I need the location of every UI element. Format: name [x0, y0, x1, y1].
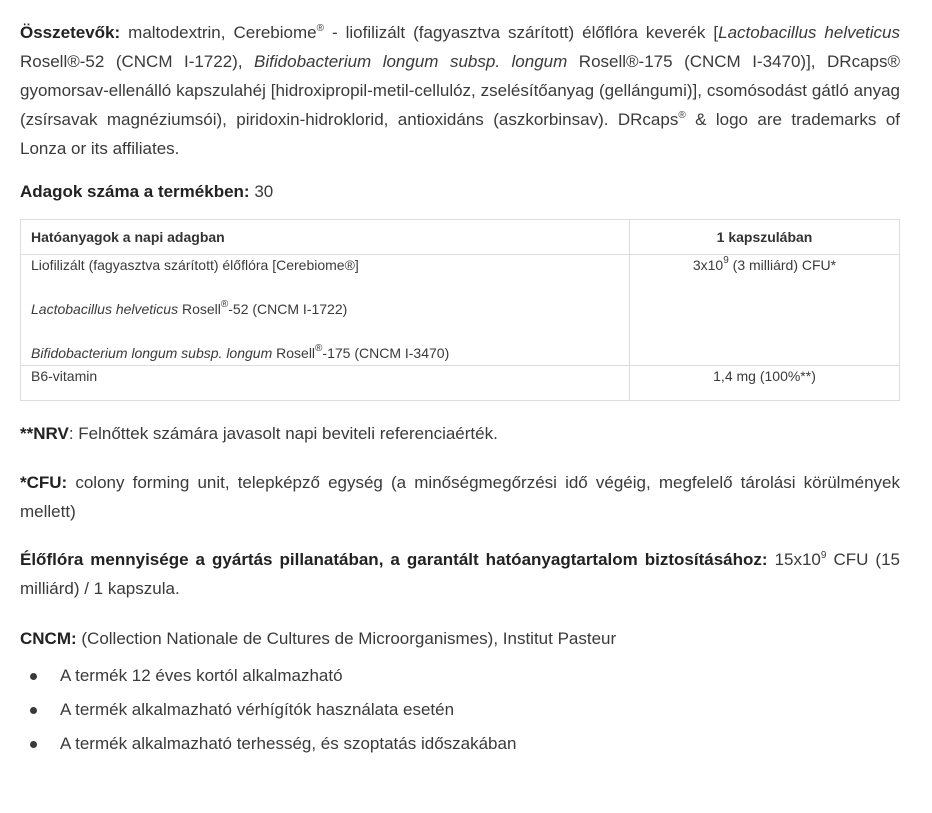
- strain-line: [31, 343, 619, 365]
- servings-label: Adagok száma a termékben:: [20, 182, 250, 201]
- species-name: Lactobacillus helveticus: [718, 23, 901, 42]
- table-cell-amount: 1,4 mg (100%**): [630, 366, 900, 401]
- ingredients-label: Összetevők:: [20, 23, 121, 42]
- nrv-note: [20, 419, 900, 448]
- list-item: [20, 693, 900, 727]
- ingredients-paragraph: [20, 18, 900, 163]
- cncm-label: CNCM:: [20, 629, 77, 648]
- strain-line: [31, 299, 619, 321]
- flora-text: CFU (15 milliárd) / 1 kapszula.: [20, 550, 900, 598]
- bullet-icon: [30, 673, 37, 680]
- registered-mark: ®: [220, 299, 229, 310]
- species-name: Lactobacillus helveticus: [31, 301, 179, 317]
- list-item: [20, 659, 900, 693]
- table-row: [21, 366, 900, 401]
- cfu-text: colony forming unit, telepképző egység (a minőségmegőrzési idő végéig, megfelelő tárolási körülmények mellett): [20, 473, 900, 521]
- flora-line: Liofilizált (fagyasztva szárított) élőflóra [Cerebiome®]: [31, 257, 359, 273]
- ingredients-text: & logo are trademarks of Lonza or its affiliates.: [20, 110, 900, 158]
- table-row: [21, 255, 900, 366]
- list-item: [20, 727, 900, 761]
- cfu-note: [20, 468, 900, 526]
- flora-text: 15x10: [767, 550, 821, 569]
- cncm-text: (Collection Nationale de Cultures de Microorganismes), Institut Pasteur: [76, 629, 617, 648]
- exponent: 9: [820, 550, 827, 561]
- table-header-per-capsule: 1 kapszulában: [630, 220, 900, 255]
- servings-value: 30: [249, 182, 274, 201]
- ingredients-text: Rosell®-52 (CNCM I-1722),: [20, 52, 255, 71]
- species-name: Bifidobacterium longum subsp. longum: [31, 345, 273, 361]
- nutrition-table: [20, 219, 900, 401]
- bullet-icon: [30, 707, 37, 714]
- ingredients-text: maltodextrin, Cerebiome: [120, 23, 317, 42]
- table-cell-ingredient: B6-vitamin: [21, 366, 630, 401]
- table-header-row: [21, 220, 900, 255]
- registered-mark: ®: [678, 110, 686, 121]
- flora-note: [20, 545, 900, 603]
- list-item-text: A termék 12 éves kortól alkalmazható: [60, 666, 343, 685]
- registered-mark: ®: [315, 343, 323, 354]
- amount-text: (3 milliárd) CFU*: [728, 257, 837, 273]
- strain-text: Rosell: [178, 301, 221, 317]
- strain-text: -175 (CNCM I-3470): [322, 345, 450, 361]
- table-header-ingredients: Hatóanyagok a napi adagban: [21, 220, 630, 255]
- bullet-icon: [30, 741, 37, 748]
- ingredients-text: Rosell®-175 (CNCM I-3470)], DRcaps® gyomorsav-ellenálló kapszulahéj [hidroxipropil-metil-cellulóz, zselésítőanyag (gellángumi)], csomósodást gátló anyag (zsírsavak magnéziumsói), piridoxin-hidroklorid, antioxidáns (aszkorbinsav). DRcaps: [20, 52, 901, 129]
- exponent: 9: [723, 255, 729, 266]
- list-item-text: A termék alkalmazható vérhígítók használata esetén: [60, 700, 455, 719]
- species-name: Bifidobacterium longum subsp. longum: [254, 52, 568, 71]
- nrv-text: : Felnőttek számára javasolt napi beviteli referenciaérték.: [68, 424, 498, 443]
- amount-text: 3x10: [692, 257, 724, 273]
- cfu-label: *CFU:: [20, 473, 68, 492]
- nrv-label: **NRV: [20, 424, 69, 443]
- usage-list: [20, 659, 900, 761]
- strain-text: Rosell: [272, 345, 316, 361]
- servings-line: [20, 177, 900, 206]
- table-cell-amount: [630, 255, 900, 366]
- list-item-text: A termék alkalmazható terhesség, és szoptatás időszakában: [60, 734, 517, 753]
- flora-label: Élőflóra mennyisége a gyártás pillanatában, a garantált hatóanyagtartalom biztosításához:: [20, 550, 768, 569]
- strain-text: -52 (CNCM I-1722): [228, 301, 348, 317]
- cncm-note: [20, 624, 900, 653]
- ingredients-text: - liofilizált (fagyasztva szárított) élőflóra keverék [: [324, 23, 719, 42]
- table-cell-ingredient: [21, 255, 630, 366]
- registered-mark: ®: [316, 23, 324, 34]
